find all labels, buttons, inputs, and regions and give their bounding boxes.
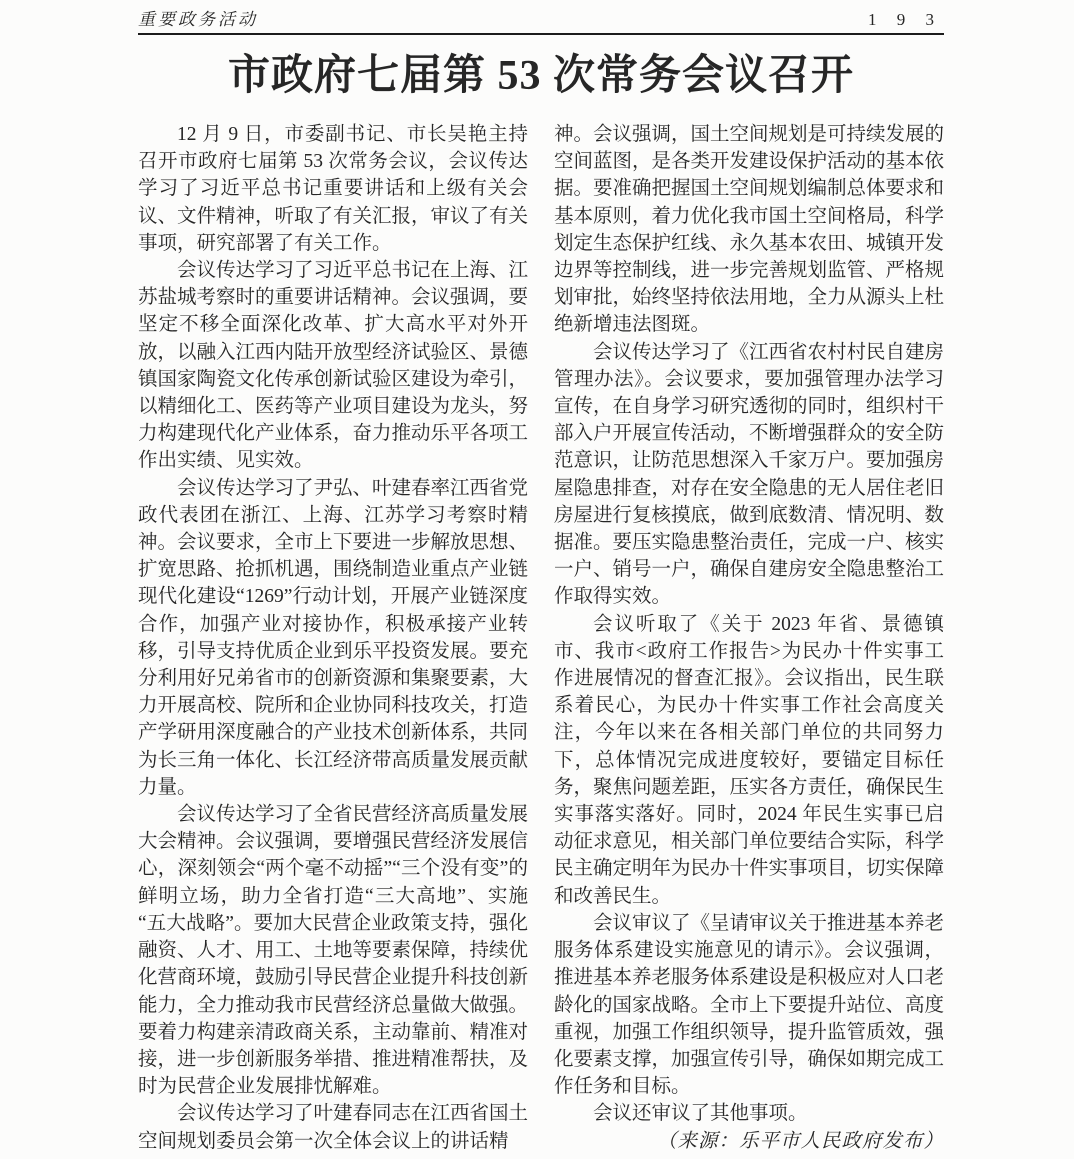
paragraph: 会议传达学习了全省民营经济高质量发展大会精神。会议强调，要增强民营经济发展信心，深刻领会“两个毫不动摇”“三个没有变”的鲜明立场，助力全省打造“三大高地”、实施“五大战略”。要加大民营企业政策支持，强化融资、人才、用工、土地等要素保障，持续优化营商环境，鼓励引导民营企业提升科技创新能力，全力推动我市民营经济总量做大做强。要着力构建亲清政商关系，主动靠前、精准对接，进一步创新服务举措、推进精准帮扶，及时为民营企业发展排忧解难。 [138,804,529,1098]
header-rule [138,33,944,35]
paragraph: 12 月 9 日，市委副书记、市长吴艳主持召开市政府七届第 53 次常务会议，会议传达学习了习近平总书记重要讲话和上级有关会议、文件精神，听取了有关汇报，审议了有关事项，研究部署了有关工作。 [138,124,529,254]
paragraph: 会议传达学习了习近平总书记在上海、江苏盐城考察时的重要讲话精神。会议强调，要坚定不移全面深化改革、扩大高水平对外开放，以融入江西内陆开放型经济试验区、景德镇国家陶瓷文化传承创新试验区建设为牵引，以精细化工、医药等产业项目建设为龙头，努力构建现代化产业体系，奋力推动乐平各项工作出实绩、见实效。 [138,260,529,472]
paragraph: 会议审议了《呈请审议关于推进基本养老服务体系建设实施意见的请示》。会议强调，推进基本养老服务体系建设是积极应对人口老龄化的国家战略。全市上下要提升站位、高度重视，加强工作组织领导，提升监管质效，强化要素支撑，加强宣传引导，确保如期完成工作任务和目标。 [554,912,945,1098]
page-number: 1 9 3 [868,10,942,29]
left-column [138,121,528,1155]
source-line: （来源：乐平市人民政府发布） [656,1130,944,1152]
document-page [138,0,944,1155]
right-column [554,121,944,1155]
page-header [138,6,944,30]
paragraph: 会议传达学习了《江西省农村村民自建房管理办法》。会议要求，要加强管理办法学习宣传，在自身学习研究透彻的同时，组织村干部入户开展宣传活动，不断增强群众的安全防范意识，让防范思想深入千家万户。要加强房屋隐患排查，对存在安全隐患的无人居住老旧房屋进行复核摸底，做到底数清、情况明、数据准。要压实隐患整治责任，完成一户、核实一户、销号一户，确保自建房安全隐患整治工作取得实效。 [554,341,945,608]
article-body [138,121,944,1155]
paragraph: 会议听取了《关于 2023 年省、景德镇市、我市<政府工作报告>为民办十件实事工作进展情况的督查汇报》。会议指出，民生联系着民心，为民办十件实事工作社会高度关注，今年以来在各相关部门单位的共同努力下，总体情况完成进度较好，要锚定目标任务，聚焦问题差距，压实各方责任，确保民生实事落实落好。同时，2024 年民生实事已启动征求意见，相关部门单位要结合实际，科学民主确定明年为民办十件实事项目，切实保障和改善民生。 [554,613,945,907]
paragraph: 神。会议强调，国土空间规划是可持续发展的空间蓝图，是各类开发建设保护活动的基本依据。要准确把握国土空间规划编制总体要求和基本原则，着力优化我市国土空间格局，科学划定生态保护红线、永久基本农田、城镇开发边界等控制线，进一步完善规划监管、严格规划审批，始终坚持依法用地，全力从源头上杜绝新增违法图斑。 [554,124,945,336]
article-title: 市政府七届第 53 次常务会议召开 [227,53,854,99]
paragraph: 会议传达学习了叶建春同志在江西省国土空间规划委员会第一次全体会议上的讲话精 [138,1103,529,1152]
paragraph: 会议传达学习了尹弘、叶建春率江西省党政代表团在浙江、上海、江苏学习考察时精神。会议要求，全市上下要进一步解放思想、扩宽思路、抢抓机遇，围绕制造业重点产业链现代化建设“1269”行动计划，开展产业链深度合作，加强产业对接协作，积极承接产业转移，引导支持优质企业到乐平投资发展。要充分利用好兄弟省市的创新资源和集聚要素，大力开展高校、院所和企业协同科技攻关，打造产学研用深度融合的产业技术创新体系，共同为长三角一体化、长江经济带高质量发展贡献力量。 [138,477,529,798]
paragraph: 会议还审议了其他事项。 [593,1103,808,1125]
section-label: 重要政务活动 [138,10,258,29]
